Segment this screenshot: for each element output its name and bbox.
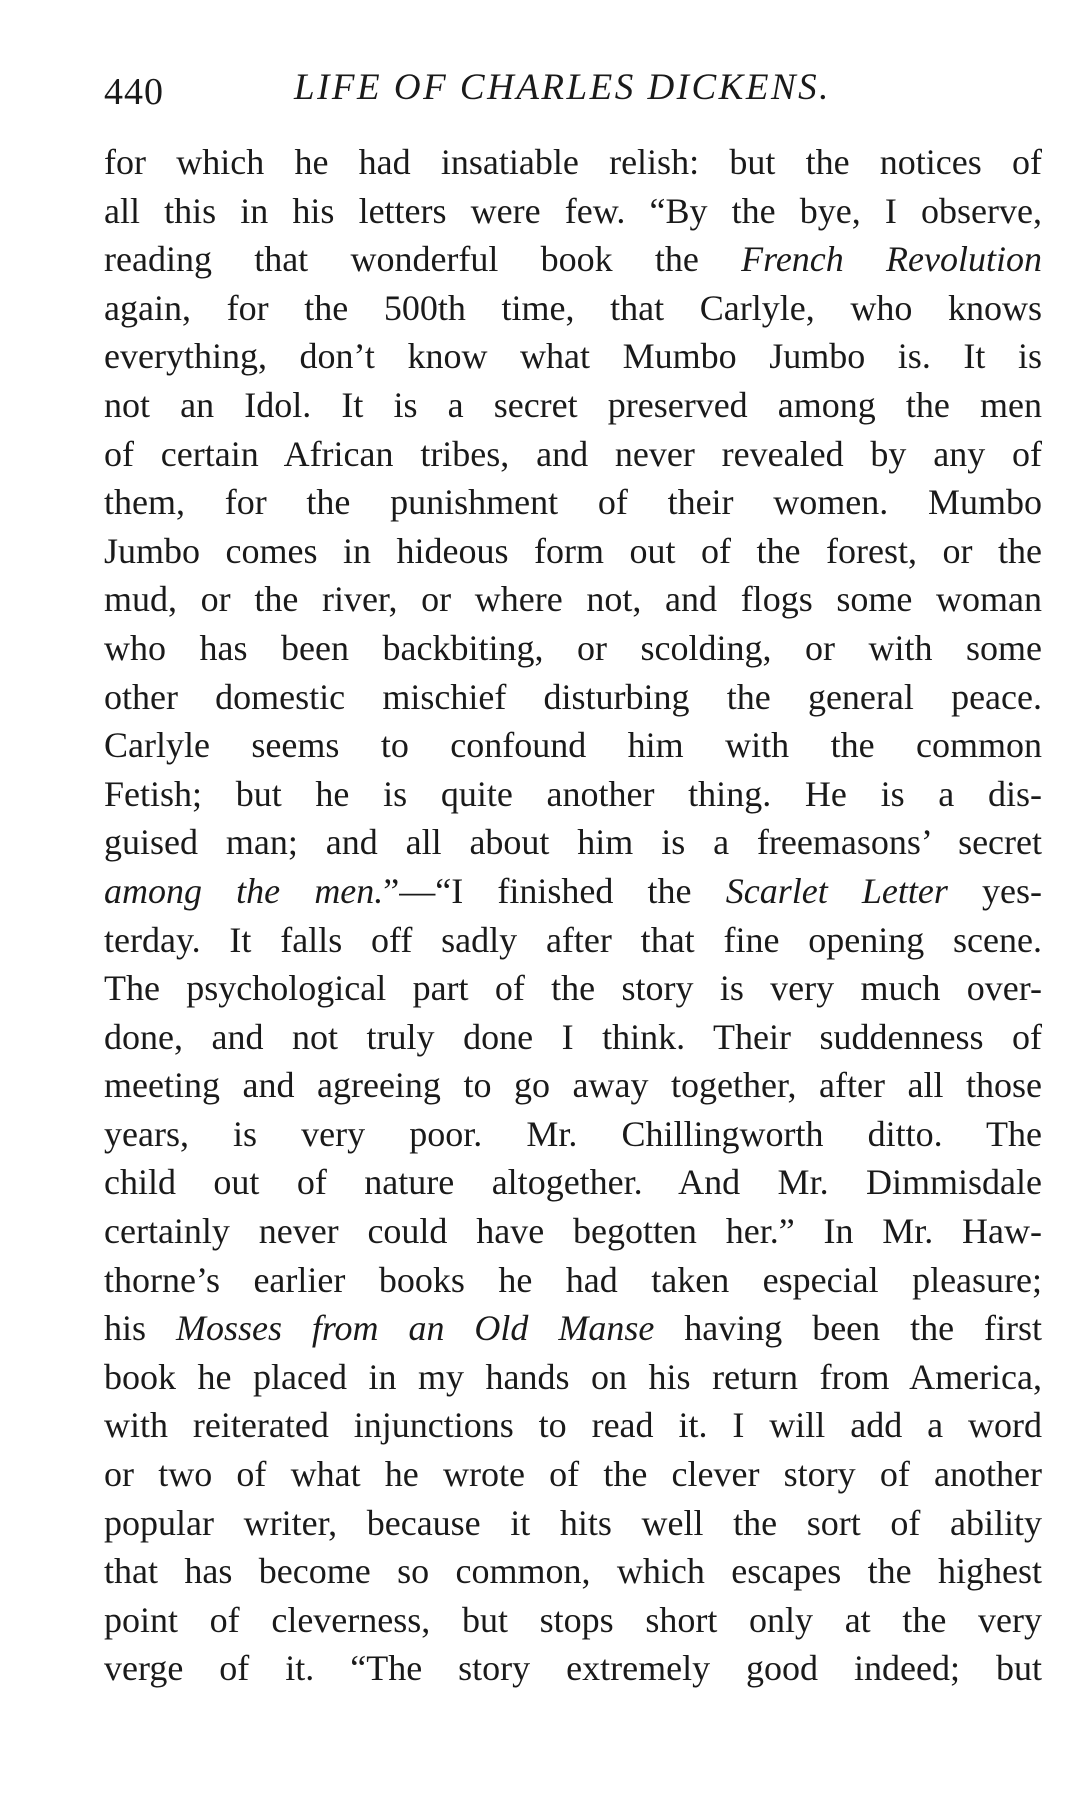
text-run: meeting and agreeing to go away together, after all those [104, 1065, 1042, 1106]
text-line [104, 1207, 1042, 1256]
text-run: them, for the punishment of their women. Mumbo [104, 482, 1042, 523]
text-run: Fetish; but he is quite another thing. He is a dis- [104, 773, 1042, 814]
text-run: again, for the 500th time, that Carlyle, who knows [104, 287, 1042, 328]
text-run: terday. It falls off sadly after that fine opening scene. [104, 919, 1042, 960]
text-line [104, 867, 1042, 916]
running-title: LIFE OF CHARLES DICKENS. [294, 67, 831, 108]
text-run: thorne’s earlier books he had taken especial pleasure; [104, 1259, 1042, 1300]
text-line [104, 1499, 1042, 1548]
text-line [104, 235, 1042, 284]
body-text [104, 138, 1042, 1693]
text-run: Jumbo comes in hideous form out of the forest, or the [104, 530, 1042, 571]
text-line [104, 1304, 1042, 1353]
text-line [104, 1256, 1042, 1305]
text-line [104, 1644, 1042, 1693]
text-run: guised man; and all about him is a freemasons’ secret [104, 822, 1042, 863]
text-line [104, 138, 1042, 187]
italic-title: French Revolution [741, 239, 1042, 280]
text-run: reading that wonderful book the [104, 239, 742, 280]
text-line [104, 1158, 1042, 1207]
text-run: for which he had insatiable relish: but the notices of [104, 142, 1042, 182]
text-run: his [104, 1308, 176, 1349]
text-run: that has become so common, which escapes the highest [104, 1551, 1042, 1592]
text-run: popular writer, because it hits well the sort of ability [104, 1502, 1042, 1543]
text-line [104, 770, 1042, 819]
text-line [104, 1061, 1042, 1110]
text-line [104, 1013, 1042, 1062]
text-run: yes- [947, 870, 1042, 911]
text-line [104, 1596, 1042, 1645]
text-run: other domestic mischief disturbing the general peace. [104, 676, 1042, 717]
text-run: everything, don’t know what Mumbo Jumbo is. It is [104, 336, 1042, 377]
text-line [104, 1401, 1042, 1450]
running-head [104, 62, 1044, 112]
text-line [104, 187, 1042, 236]
text-run: book he placed in my hands on his return from America, [104, 1356, 1042, 1397]
text-run: mud, or the river, or where not, and flogs some woman [104, 579, 1042, 620]
text-line [104, 721, 1042, 770]
text-run: who has been backbiting, or scolding, or with some [104, 627, 1042, 668]
text-line [104, 284, 1042, 333]
text-line [104, 1450, 1042, 1499]
text-run: done, and not truly done I think. Their suddenness of [104, 1016, 1042, 1057]
text-run: having been the first [654, 1308, 1042, 1349]
text-run: with reiterated injunctions to read it. I will add a word [104, 1405, 1042, 1446]
text-line [104, 575, 1042, 624]
text-run: not an Idol. It is a secret preserved among the men [104, 384, 1042, 425]
text-line [104, 916, 1042, 965]
text-line [104, 527, 1042, 576]
italic-title: Mosses from an Old Manse [175, 1308, 655, 1349]
text-run: of certain African tribes, and never revealed by any of [104, 433, 1042, 474]
text-line [104, 818, 1042, 867]
text-run: point of cleverness, but stops short only at the very [104, 1599, 1042, 1640]
text-run: or two of what he wrote of the clever story of another [104, 1454, 1042, 1495]
text-line [104, 1110, 1042, 1159]
italic-title: Scarlet Letter [725, 870, 948, 911]
text-run: child out of nature altogether. And Mr. Dimmisdale [104, 1162, 1042, 1203]
text-run: certainly never could have begotten her.” In Mr. Haw- [104, 1211, 1042, 1252]
text-line [104, 624, 1042, 673]
text-line [104, 1353, 1042, 1402]
text-line [104, 964, 1042, 1013]
text-run: The psychological part of the story is very much over- [104, 968, 1042, 1009]
text-run: ”—“I finished the [383, 870, 726, 911]
text-run: verge of it. “The story extremely good indeed; but [104, 1648, 1042, 1689]
text-line [104, 673, 1042, 722]
text-run: years, is very poor. Mr. Chillingworth ditto. The [104, 1113, 1042, 1154]
text-line [104, 478, 1042, 527]
text-line [104, 332, 1042, 381]
text-run: all this in his letters were few. “By the bye, I observe, [104, 190, 1042, 231]
text-run: Carlyle seems to confound him with the common [104, 725, 1042, 766]
page-number: 440 [104, 71, 164, 113]
italic-title: among the men. [104, 870, 384, 911]
text-line [104, 1547, 1042, 1596]
text-line [104, 381, 1042, 430]
text-line [104, 430, 1042, 479]
